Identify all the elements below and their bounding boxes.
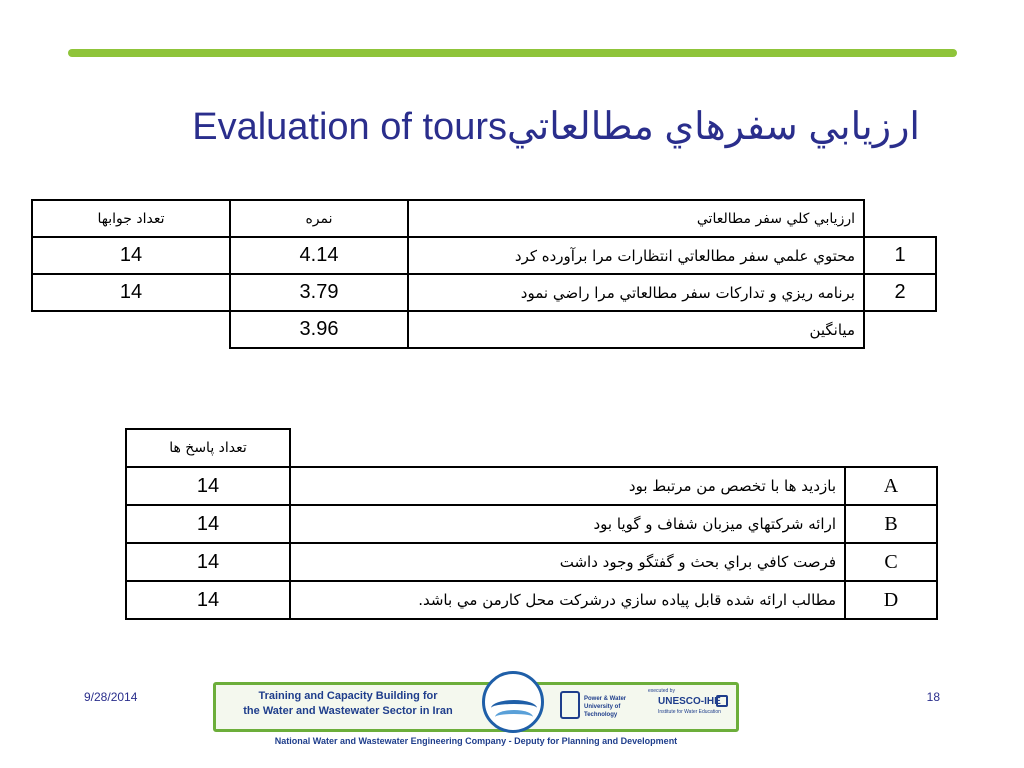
banner-title-line2: the Water and Wastewater Sector in Iran [243, 705, 453, 717]
header-empty-cell [864, 200, 936, 237]
cell-number: 2 [864, 274, 936, 311]
executed-by-label: executed by [648, 688, 675, 694]
header-score: نمره [230, 200, 408, 237]
cell-letter: C [845, 543, 937, 581]
banner-title [222, 689, 474, 719]
slide-title: Evaluation of toursارزيابي سفرهاي مطالعاتي [192, 106, 920, 148]
table-header-row [32, 200, 936, 237]
table-header-row [126, 429, 937, 467]
table-row [32, 274, 936, 311]
detailed-evaluation-table [125, 428, 938, 620]
cell-count: 14 [126, 505, 290, 543]
cell-letter: D [845, 581, 937, 619]
table-row [32, 237, 936, 274]
university-name [584, 695, 654, 719]
header-empty-cell-end [845, 429, 937, 467]
university-logo-icon [560, 691, 580, 719]
cell-description: مطالب ارائه شده قابل پياده سازي درشركت محل كارمن مي باشد. [290, 581, 845, 619]
average-row [32, 311, 936, 348]
slide-date: 9/28/2014 [84, 690, 138, 704]
cell-count: 14 [126, 467, 290, 505]
cell-count: 14 [126, 543, 290, 581]
accent-rule [68, 49, 957, 57]
cell-description: ارائه شركتهاي ميزبان شفاف و گويا بود [290, 505, 845, 543]
unesco-name: UNESCO-IHE [658, 696, 721, 707]
cell-count: 14 [126, 581, 290, 619]
unesco-logo-icon [716, 695, 728, 707]
overall-evaluation-table [31, 199, 937, 349]
cell-number: 1 [864, 237, 936, 274]
header-empty-cell [290, 429, 845, 467]
unesco-subtitle: Institute for Water Education [658, 709, 721, 715]
average-score: 3.96 [230, 311, 408, 348]
table-row [126, 467, 937, 505]
cell-score: 3.79 [230, 274, 408, 311]
header-description: ارزيابي كلي سفر مطالعاتي [408, 200, 864, 237]
footer-banner [213, 682, 739, 732]
table-row [126, 581, 937, 619]
average-empty-cell [32, 311, 230, 348]
university-line1: Power & Water [584, 696, 627, 702]
cell-letter: A [845, 467, 937, 505]
page-number: 18 [926, 690, 940, 704]
cell-responses: 14 [32, 274, 230, 311]
table-row [126, 505, 937, 543]
cell-description: فرصت كافي براي بحث و گفتگو وجود داشت [290, 543, 845, 581]
header-count: تعداد پاسخ ها [126, 429, 290, 467]
water-logo-icon [482, 671, 544, 733]
cell-letter: B [845, 505, 937, 543]
cell-responses: 14 [32, 237, 230, 274]
average-label: ميانگين [408, 311, 864, 348]
header-responses: تعداد جوابها [32, 200, 230, 237]
company-line: National Water and Wastewater Engineering Company - Deputy for Planning and Development [274, 736, 678, 746]
cell-description: برنامه ريزي و تداركات سفر مطالعاتي مرا راضي نمود [408, 274, 864, 311]
banner-title-line1: Training and Capacity Building for [258, 690, 438, 702]
average-empty-cell-end [864, 311, 936, 348]
university-line2: University of Technology [584, 704, 621, 718]
cell-score: 4.14 [230, 237, 408, 274]
cell-description: محتوي علمي سفر مطالعاتي انتظارات مرا برآورده كرد [408, 237, 864, 274]
table-row [126, 543, 937, 581]
cell-description: بازديد ها با تخصص من مرتبط بود [290, 467, 845, 505]
